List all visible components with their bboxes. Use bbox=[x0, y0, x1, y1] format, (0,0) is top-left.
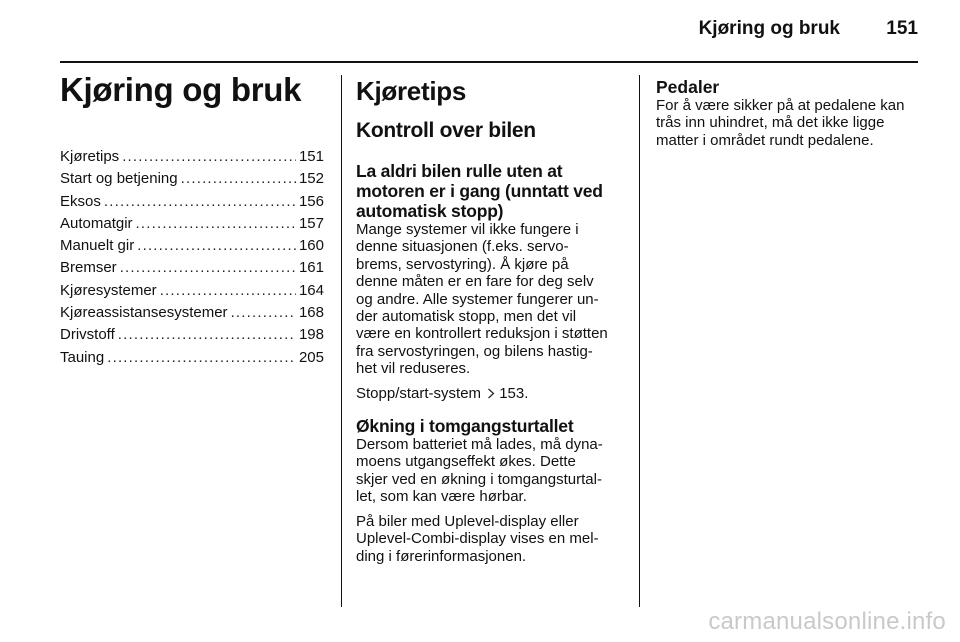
body-line: Mange systemer vil ikke fungere i bbox=[356, 221, 579, 238]
pedals-heading: Pedaler bbox=[656, 77, 720, 97]
body-line: denne måten er en fare for deg selv bbox=[356, 273, 594, 291]
cross-reference-page: 153. bbox=[499, 384, 529, 402]
main-column bbox=[356, 76, 624, 565]
rolling-warning-heading bbox=[356, 161, 624, 221]
body-line: Uplevel-Combi-display vises en mel- bbox=[356, 530, 599, 548]
toc-entry[interactable] bbox=[60, 347, 324, 369]
toc-leader-dots bbox=[118, 324, 296, 346]
body-line: og andre. Alle systemer fungerer un- bbox=[356, 290, 599, 308]
toc-leader-dots bbox=[160, 280, 296, 302]
toc-leader-dots bbox=[120, 257, 296, 279]
body-line: trås inn uhindret, må det ikke ligge bbox=[656, 114, 885, 132]
toc-entry-page: 152 bbox=[298, 170, 324, 188]
body-line: For å være sikker på at pedalene kan bbox=[656, 97, 905, 114]
body-line: brems, servostyring). Å kjøre på bbox=[356, 255, 569, 273]
rolling-warning-body bbox=[356, 221, 624, 378]
toc-entry[interactable] bbox=[60, 235, 324, 257]
watermark: carmanualsonline.info bbox=[708, 608, 946, 635]
heading-line: automatisk stopp) bbox=[356, 201, 504, 221]
chapter-column bbox=[60, 72, 324, 369]
toc-entry-label: Bremser bbox=[60, 259, 117, 277]
toc-entry-page: 168 bbox=[298, 304, 324, 322]
toc-entry-label: Kjøretips bbox=[60, 148, 120, 165]
running-header-title: Kjøring og bruk bbox=[698, 18, 840, 39]
toc-entry[interactable] bbox=[60, 146, 324, 168]
toc-entry-page: 164 bbox=[298, 281, 324, 299]
toc-entry-label: Kjøresystemer bbox=[60, 281, 157, 299]
body-line: være en kontrollert reduksjon i støtten bbox=[356, 325, 608, 343]
body-line: fra servostyringen, og bilens hastig- bbox=[356, 342, 593, 360]
column-divider-right bbox=[639, 75, 640, 607]
right-column bbox=[656, 77, 926, 149]
column-divider-left bbox=[341, 75, 342, 607]
toc-leader-dots bbox=[231, 302, 296, 324]
toc-leader-dots bbox=[137, 235, 296, 257]
body-line: moens utgangseffekt økes. Dette bbox=[356, 453, 576, 471]
toc-leader-dots bbox=[181, 168, 296, 190]
idle-speed-heading: Økning i tomgangsturtallet bbox=[356, 416, 574, 437]
display-note-body bbox=[356, 513, 624, 565]
page-number: 151 bbox=[886, 18, 918, 39]
toc-entry-label: Kjøreassistansesystemer bbox=[60, 304, 228, 322]
toc-entry-label: Drivstoff bbox=[60, 326, 115, 344]
body-line: het vil reduseres. bbox=[356, 360, 471, 378]
toc-entry-page: 205 bbox=[298, 348, 324, 366]
heading-line: motoren er i gang (unntatt ved bbox=[356, 181, 603, 201]
toc-entry-page: 161 bbox=[298, 259, 324, 277]
toc-leader-dots bbox=[136, 213, 296, 235]
toc-entry-label: Automatgir bbox=[60, 214, 133, 232]
chapter-title: Kjøring og bruk bbox=[60, 71, 302, 108]
toc-entry-page: 156 bbox=[298, 192, 324, 210]
header-rule bbox=[60, 61, 918, 63]
toc-entry-page: 198 bbox=[298, 326, 324, 344]
toc-entry[interactable] bbox=[60, 213, 324, 235]
toc-entry-label: Manuelt gir bbox=[60, 237, 135, 255]
toc-entry-label: Start og betjening bbox=[60, 170, 178, 188]
toc-leader-dots bbox=[122, 146, 296, 168]
idle-speed-body bbox=[356, 436, 624, 506]
toc-leader-dots bbox=[107, 347, 296, 369]
cross-reference-text: Stopp/start-system bbox=[356, 384, 482, 402]
toc-entry[interactable] bbox=[60, 257, 324, 279]
body-line: Dersom batteriet må lades, må dyna- bbox=[356, 436, 603, 454]
body-line: ding i førerinformasjonen. bbox=[356, 547, 527, 565]
toc-entry-label: Tauing bbox=[60, 348, 105, 366]
toc-entry-page: 160 bbox=[298, 237, 324, 255]
body-line: På biler med Uplevel-display eller bbox=[356, 512, 579, 530]
toc-entry-page: 151 bbox=[298, 148, 324, 165]
toc-entry[interactable] bbox=[60, 324, 324, 346]
subsection-title: Kontroll over bilen bbox=[356, 119, 536, 142]
toc-entry[interactable] bbox=[60, 302, 324, 324]
heading-line: La aldri bilen rulle uten at bbox=[356, 161, 563, 181]
body-line: skjer ved en økning i tomgangsturtal- bbox=[356, 470, 602, 488]
toc-entry[interactable] bbox=[60, 191, 324, 213]
toc-entry[interactable] bbox=[60, 280, 324, 302]
toc-entry-page: 157 bbox=[298, 214, 324, 232]
cross-reference-line bbox=[356, 385, 624, 402]
toc-entry-label: Eksos bbox=[60, 192, 101, 210]
section-title: Kjøretips bbox=[356, 76, 466, 106]
table-of-contents bbox=[60, 146, 324, 369]
body-line: matter i området rundt pedalene. bbox=[656, 131, 874, 149]
body-line: let, som kan være hørbar. bbox=[356, 488, 527, 506]
page-reference-arrow-icon bbox=[487, 388, 495, 399]
body-line: denne situasjonen (f.eks. servo- bbox=[356, 238, 569, 256]
pedals-body bbox=[656, 97, 926, 149]
toc-leader-dots bbox=[104, 191, 296, 213]
toc-entry[interactable] bbox=[60, 168, 324, 190]
cross-reference[interactable] bbox=[356, 385, 624, 402]
body-line: der automatisk stopp, men det vil bbox=[356, 308, 577, 326]
